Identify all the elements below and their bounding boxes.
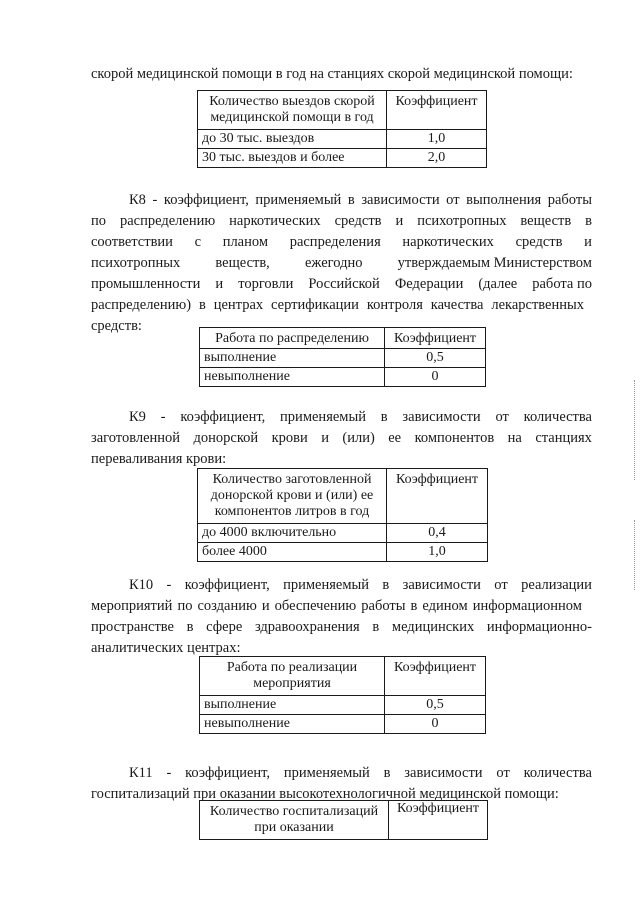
text-line: средств: [91, 318, 142, 334]
table-cell: 0,5 [385, 349, 486, 368]
table-row [198, 524, 488, 543]
text-line: мероприятий по созданию и обеспечению работы в едином информационном [91, 598, 582, 614]
text-line: К11 - коэффициент, применяемый в зависимости от количества [129, 765, 592, 781]
text-line: заготовленной донорской крови и (или) ее компонентов на станциях [91, 430, 592, 446]
table-blood [197, 468, 488, 562]
table-header-cell: Работа по реализации мероприятия [200, 657, 385, 696]
table-header-cell: Коэффициент [387, 91, 487, 130]
table-cell: 0,5 [385, 696, 486, 715]
table-header-cell: Работа по распределению [200, 328, 385, 349]
text-line: аналитических центрах: [91, 640, 241, 656]
table-cell: 0 [385, 715, 486, 734]
table-row [200, 368, 486, 387]
table-cell: выполнение [200, 349, 385, 368]
scan-edge-marks [634, 520, 637, 590]
table-header-cell: Количество госпитализаций при оказании [200, 801, 389, 840]
table-row [200, 715, 486, 734]
table-distribution [199, 327, 486, 387]
text-line: госпитализаций при оказании высокотехнологичной медицинской помощи: [91, 786, 559, 802]
text-line: распределению) в центрах сертификации контроля качества лекарственных [91, 297, 585, 313]
table-calls [197, 90, 487, 168]
table-cell: невыполнение [200, 368, 385, 387]
text-line: промышленности и торговли Российской Федерации (далее работа по [91, 276, 592, 292]
table-header-cell: Коэффициент [389, 801, 488, 840]
text-line: соответствии с планом распределения наркотических средств и [91, 234, 592, 250]
text-line: психотропных веществ, ежегодно утверждаемым Министерством [91, 255, 592, 271]
table-cell: 0,4 [387, 524, 488, 543]
table-header-cell: Коэффициент [385, 657, 486, 696]
table-cell: выполнение [200, 696, 385, 715]
table-cell: 1,0 [387, 543, 488, 562]
table-cell: 2,0 [387, 149, 487, 168]
table-header-cell: Коэффициент [387, 469, 488, 524]
table-cell: более 4000 [198, 543, 387, 562]
table-cell: до 4000 включительно [198, 524, 387, 543]
text-line: К9 - коэффициент, применяемый в зависимости от количества [129, 409, 592, 425]
scan-edge-marks [634, 380, 637, 480]
table-events [199, 656, 486, 734]
table-header-cell: Количество заготовленной донорской крови и (или) ее компонентов литров в год [198, 469, 387, 524]
table-row [200, 349, 486, 368]
table-cell: 30 тыс. выездов и более [198, 149, 387, 168]
text-line: пространстве в сфере здравоохранения в медицинских информационно- [91, 619, 592, 635]
text-line: по распределению наркотических средств и психотропных веществ в [91, 213, 592, 229]
text-line: К8 - коэффициент, применяемый в зависимости от выполнения работы [129, 192, 592, 208]
table-row [200, 696, 486, 715]
text-line: К10 - коэффициент, применяемый в зависимости от реализации [129, 577, 592, 593]
text-line: переваливания крови: [91, 451, 227, 467]
table-header-cell: Количество выездов скорой медицинской помощи в год [198, 91, 387, 130]
table-row [198, 149, 487, 168]
table-row [198, 130, 487, 149]
table-cell: 0 [385, 368, 486, 387]
table-cell: 1,0 [387, 130, 487, 149]
table-row [198, 543, 488, 562]
table-header-cell: Коэффициент [385, 328, 486, 349]
table-cell: невыполнение [200, 715, 385, 734]
table-cell: до 30 тыс. выездов [198, 130, 387, 149]
text-line: скорой медицинской помощи в год на станциях скорой медицинской помощи: [91, 66, 573, 82]
table-hospitalizations [199, 800, 488, 840]
